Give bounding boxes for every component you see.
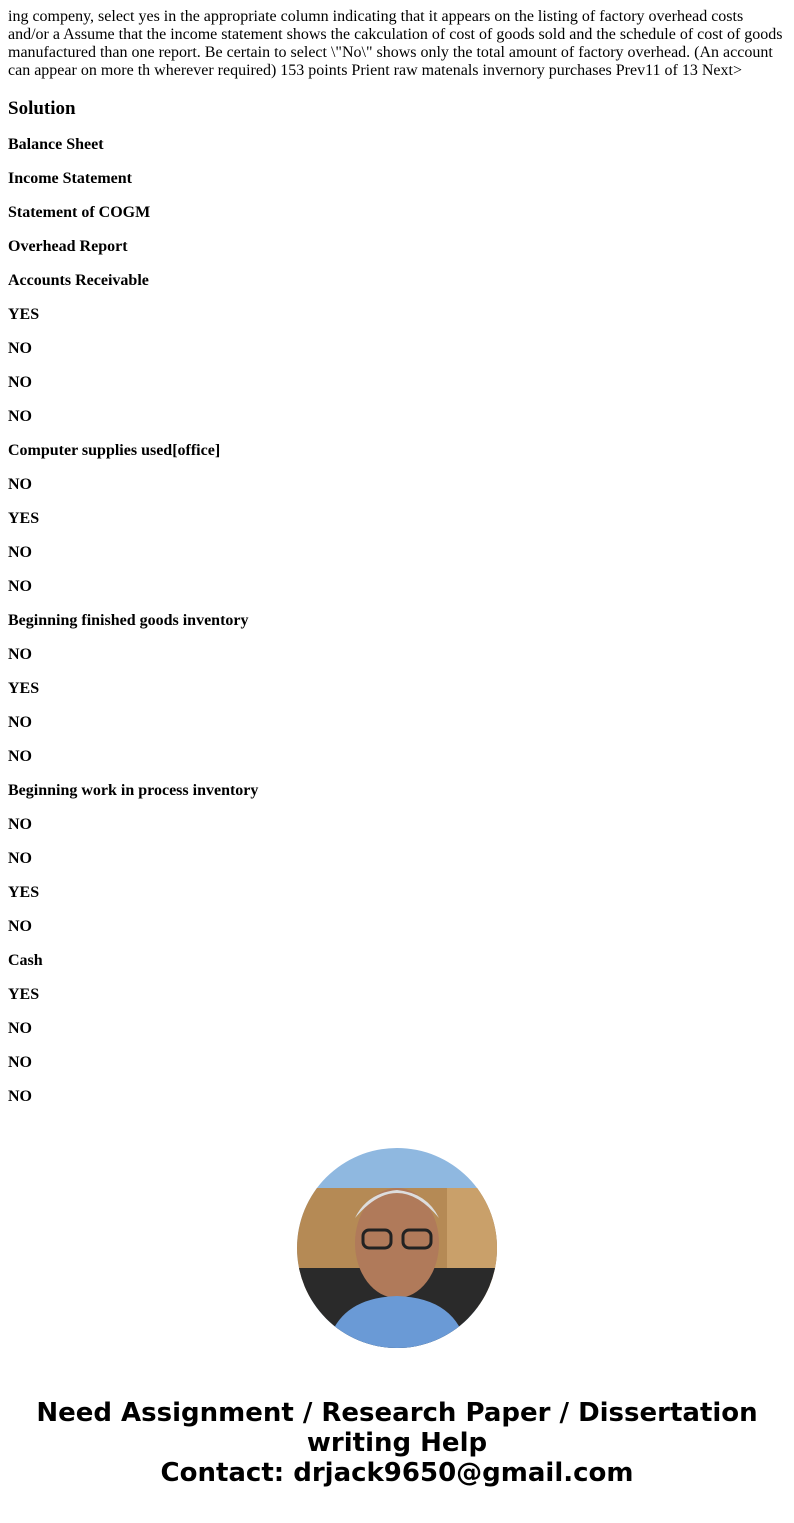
solution-item: YES bbox=[8, 884, 40, 901]
solution-item: YES bbox=[8, 306, 40, 323]
solution-item: NO bbox=[8, 1020, 32, 1037]
solution-item: Cash bbox=[8, 952, 43, 969]
solution-item: NO bbox=[8, 646, 32, 663]
solution-item: NO bbox=[8, 374, 32, 391]
solution-item: NO bbox=[8, 578, 32, 595]
solution-item: YES bbox=[8, 680, 40, 697]
solution-item: Computer supplies used[office] bbox=[8, 442, 221, 459]
solution-item: NO bbox=[8, 1054, 32, 1071]
solution-item: NO bbox=[8, 1088, 32, 1105]
solution-item: Balance Sheet bbox=[8, 136, 104, 153]
question-text: ing compeny, select yes in the appropriate column indicating that it appears on the listing of factory overhead costs and/or a Assume that the income statement shows the cakculation of cost of goods sold and the schedule of cost of goods manufactured than one report. Be certain to select \"No\" shows only the total amount of factory overhead. (An account can appear on more th wherever required) 153 points Prient raw matenals invernory purchases Prev11 of 13 Next> bbox=[8, 8, 783, 79]
solution-item: NO bbox=[8, 340, 32, 357]
solution-item: Beginning finished goods inventory bbox=[8, 612, 249, 629]
solution-item: Income Statement bbox=[8, 170, 132, 187]
solution-item: Accounts Receivable bbox=[8, 272, 149, 289]
footer-line-1: Need Assignment / Research Paper / Dissertation writing Help bbox=[36, 1398, 758, 1458]
solution-item: NO bbox=[8, 850, 32, 867]
solution-item: NO bbox=[8, 408, 32, 425]
solution-item: NO bbox=[8, 544, 32, 561]
solution-item: YES bbox=[8, 510, 40, 527]
solution-item: NO bbox=[8, 476, 32, 493]
solution-item: NO bbox=[8, 918, 32, 935]
solution-item: Beginning work in process inventory bbox=[8, 782, 259, 799]
solution-list bbox=[8, 136, 786, 1106]
solution-item: YES bbox=[8, 986, 40, 1003]
solution-heading: Solution bbox=[8, 98, 76, 119]
solution-item: Overhead Report bbox=[8, 238, 128, 255]
footer-line-2: Contact: drjack9650@gmail.com bbox=[160, 1458, 634, 1488]
solution-item: NO bbox=[8, 748, 32, 765]
solution-item: NO bbox=[8, 816, 32, 833]
footer-contact bbox=[8, 1398, 786, 1488]
profile-photo bbox=[297, 1148, 497, 1348]
solution-item: Statement of COGM bbox=[8, 204, 151, 221]
solution-item: NO bbox=[8, 714, 32, 731]
